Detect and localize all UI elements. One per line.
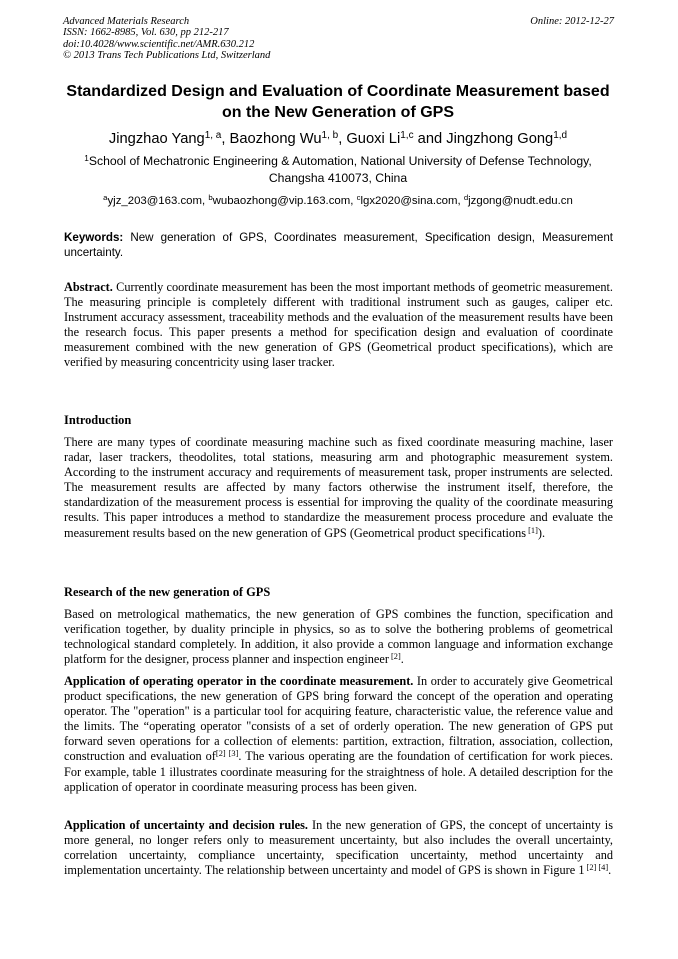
email-link[interactable]: jzgong@nudt.edu.cn — [468, 195, 573, 207]
operator-text: In order to accurately give Geometrical product specifications, the new generation of GPS bring forward the concept of the operation and operating operator. The "operation" is a particular tool for acquiring feature, characteristic value, the reference value and the limits. The “operating operator "consists of a set of orderly operation. The new generation of GPS put forward seven operations for a collection of elements: partition, extraction, filtration, association, collection, construction and evaluation of — [64, 674, 613, 764]
affiliation-mark: 1 — [84, 152, 89, 163]
research-text: Based on metrological mathematics, the new generation of GPS combines the function, specification and verification together, by duality principle in physics, so as to solve the bothering problems of geometrical technological standard completely. In addition, it also provide a common language and information exchange platform for the designer, process planner and inspection engineer — [64, 607, 613, 667]
research-paragraph-3 — [64, 818, 613, 878]
journal-name: Advanced Materials Research — [63, 16, 190, 27]
research-paragraph-1 — [64, 607, 613, 667]
author-affiliation-mark: 1,d — [553, 130, 568, 142]
author-separator: , — [221, 131, 230, 147]
online-date: Online: 2012-12-27 — [530, 16, 614, 27]
uncertainty-tail: . — [608, 863, 612, 878]
uncertainty-text: In the new generation of GPS, the concept of uncertainty is more general, no longer refers only to measurement uncertainty, but also includes the overall uncertainty, correlation uncertainty, compliance uncertainty, specification uncertainty, method uncertainty and implementation uncertainty. The relationship between uncertainty and model of GPS is shown in Figure 1 — [64, 818, 614, 878]
research-tail: . — [400, 652, 404, 667]
keywords — [64, 230, 613, 260]
citation: [2] — [388, 652, 401, 662]
email-link[interactable]: lgx2020@sina.com — [360, 195, 458, 207]
email-mark: b — [208, 193, 213, 203]
email-mark: c — [356, 193, 361, 203]
email-mark: d — [463, 193, 469, 203]
abstract-label: Abstract. — [64, 280, 113, 294]
keywords-text: New generation of GPS, Coordinates measurement, Specification design, Measurement uncertainty. — [64, 231, 613, 259]
research-paragraph-2 — [64, 674, 613, 795]
introduction-tail: ). — [537, 525, 546, 540]
operator-subheading: Application of operating operator in the coordinate measurement. — [64, 674, 414, 688]
citation: [2] [4] — [584, 863, 609, 873]
journal-info — [63, 16, 270, 61]
affiliation-line-1: School of Mechatronic Engineering & Automation, National University of Defense Technology, — [88, 154, 592, 168]
introduction-heading: Introduction — [64, 413, 132, 427]
research-heading: Research of the new generation of GPS — [64, 585, 271, 599]
author-separator: , — [338, 131, 347, 147]
uncertainty-subheading: Application of uncertainty and decision rules. — [64, 818, 308, 832]
email-link[interactable]: yjz_203@163.com — [107, 195, 202, 207]
author-name: Jingzhao Yang — [108, 131, 205, 147]
author-affiliation-mark: 1, b — [321, 130, 339, 142]
paper-title — [60, 81, 616, 123]
affiliation — [58, 153, 618, 187]
introduction-text: There are many types of coordinate measuring machine such as fixed coordinate measuring machine, laser radar, laser trackers, theodolites, total stations, measuring arm and photographic measurement system. According to the instrument accuracy and requirements of measurement task, proper instruments are selected. The measurement results are affected by many factors otherwise the instrument itself, therefore, the standardization of the measurement process is essential for improving the quality of the coordinate measuring results. This paper introduces a method to standardize the measurement process procedure and evaluate the measurement results based on the new generation of GPS (Geometrical product specifications — [64, 435, 613, 540]
email-list — [40, 194, 636, 209]
email-link[interactable]: wubaozhong@vip.163.com — [212, 195, 351, 207]
keywords-label: Keywords: — [64, 231, 124, 244]
introduction-paragraph — [64, 435, 613, 541]
citation: [2] [3] — [215, 749, 239, 759]
copyright-line: © 2013 Trans Tech Publications Ltd, Switzerland — [63, 49, 271, 61]
title-line-2: on the New Generation of GPS — [221, 104, 455, 121]
abstract-text: Currently coordinate measurement has been the most important methods of geometric measurement. The measuring principle is completely different with traditional instrument such as gauges, caliper etc. Instrument accuracy assessment, traceability methods and the evaluation of the measurement results have been the research focus. This paper presents a method for specification design and evaluation of coordinate measurement combined with the new generation of GPS (Geometrical product specifications), which are verified by measuring concentricity using laser tracker. — [64, 280, 613, 370]
email-mark: a — [103, 193, 108, 203]
author-affiliation-mark: 1,c — [400, 130, 414, 142]
email-separator: , — [350, 195, 357, 207]
doi-line: doi:10.4028/www.scientific.net/AMR.630.212 — [63, 38, 255, 50]
author-affiliation-mark: 1, a — [204, 130, 222, 142]
issn-line: ISSN: 1662-8985, Vol. 630, pp 212-217 — [63, 27, 229, 39]
affiliation-line-2: Changsha 410073, China — [268, 171, 408, 185]
operator-tail: . The various operating are the foundation of certification for work pieces. For example, table 1 illustrates coordinate measuring for the straightness of hole. A detailed description for the application of operator in coordinate measuring process has been given. — [64, 749, 613, 794]
author-list — [40, 130, 636, 148]
author-name: Guoxi Li — [346, 131, 401, 147]
citation: [1] — [526, 525, 538, 535]
author-name: Baozhong Wu — [229, 131, 322, 147]
author-name: Jingzhong Gong — [446, 131, 554, 147]
email-separator: , — [202, 195, 209, 207]
title-line-1: Standardized Design and Evaluation of Coordinate Measurement based — [66, 83, 610, 100]
email-separator: , — [457, 195, 464, 207]
abstract — [64, 280, 613, 371]
author-separator: and — [413, 131, 447, 147]
